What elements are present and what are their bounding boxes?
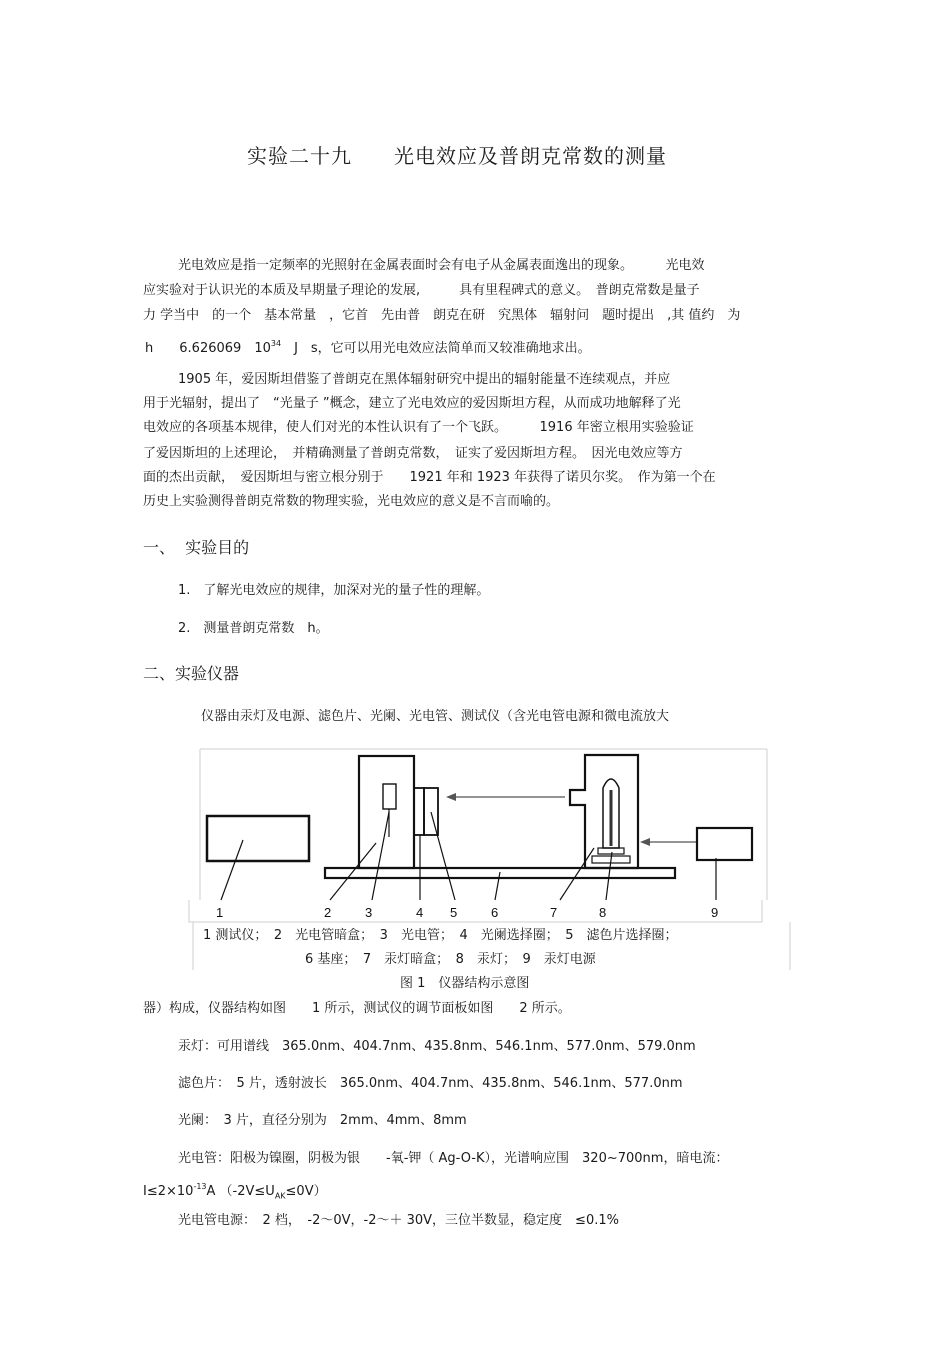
- planck-formula-line: [145, 336, 591, 357]
- dark-current-condition-end: ≤0V）: [285, 1184, 327, 1199]
- dark-current-value: I≤2×10: [143, 1184, 194, 1199]
- spec-mercury-lamp: 汞灯：可用谱线 365.0nm、404.7nm、435.8nm、546.1nm、577.0nm、579.0nm: [178, 1039, 696, 1054]
- dark-current-condition: A （-2V≤U: [206, 1184, 275, 1199]
- h-symbol: h: [145, 341, 154, 356]
- intro-p1-line4: 它可以用光电效应法简单而又较准确地求出。: [330, 341, 591, 356]
- mercury-lamp-dark-box: [570, 755, 638, 868]
- objective-item-2: 2. 测量普朗克常数 h。: [178, 621, 329, 636]
- figure-caption: 图 1 仪器结构示意图: [400, 976, 530, 991]
- figure-legend-line2: 6 基座； 7 汞灯暗盒； 8 汞灯； 9 汞灯电源: [305, 952, 596, 967]
- part-number-9: 9: [711, 905, 719, 920]
- mercury-lamp-icon: [603, 779, 619, 848]
- intro-p2-line1: 1905 年，爱因斯坦借鉴了普朗克在黑体辐射研究中提出的辐射能量不连续观点，并应: [178, 372, 671, 387]
- dark-current-exponent: -13: [193, 1182, 207, 1191]
- part-number-7: 7: [550, 905, 558, 920]
- page-title: 实验二十九 光电效应及普朗克常数的测量: [247, 144, 667, 168]
- h-exponent: 34: [270, 339, 282, 348]
- uak-subscript: AK: [274, 1191, 286, 1201]
- part-number-4: 4: [416, 905, 424, 920]
- intro-p2-line5: 面的杰出贡献， 爱因斯坦与密立根分别于 1921 年和 1923 年获得了诺贝尔奖。 作为第一个在: [143, 470, 716, 485]
- section2-heading: 二、实验仪器: [143, 664, 240, 683]
- section1-heading: 一、 实验目的: [143, 538, 250, 557]
- part-number-2: 2: [324, 905, 332, 920]
- intro-p1-line3: 力 学当中 的一个 基本常量 ，它首 先由普 朗克在研 究黑体 辐射问 题时提出 ,其 值约 为: [143, 308, 741, 323]
- intro-p1-line2: 应实验对于认识光的本质及早期量子理论的发展, 具有里程碑式的意义。 普朗克常数是量子: [143, 283, 700, 298]
- intro-p2-line6: 历史上实验测得普朗克常数的物理实验，光电效应的意义是不言而喻的。: [143, 494, 560, 509]
- intro-p2-line2: 用于光辐射，提出了 “光量子 ”概念，建立了光电效应的爱因斯坦方程，从而成功地解释了光: [143, 396, 681, 411]
- filter-ring: [424, 788, 438, 835]
- phototube-dark-box: [359, 756, 414, 868]
- intro-p1-line1: 光电效应是指一定频率的光照射在金属表面时会有电子从金属表面逸出的现象。 光电效: [178, 258, 705, 273]
- spec-phototube-line1: 光电管：阳极为镍圈，阴极为银 -氧-钾（ Ag-O-K），光谱响应围 320~700nm，暗电流：: [178, 1151, 729, 1166]
- part-numbers: [216, 905, 718, 920]
- aperture-ring: [414, 788, 424, 835]
- spec-phototube-line2: [143, 1179, 327, 1205]
- intro-p2-line3: 电效应的各项基本规律，使人们对光的本性认识有了一个飞跃。 1916 年密立根用实验验证: [143, 420, 694, 435]
- h-value: 6.626069: [179, 341, 242, 356]
- tester-box: [207, 816, 309, 861]
- intro-p2-line4: 了爱因斯坦的上述理论， 并精确测量了普朗克常数， 证实了爱因斯坦方程。 因光电效应等方: [143, 446, 683, 461]
- h-ten: 10: [254, 341, 271, 356]
- spec-filters: 滤色片： 5 片，透射波长 365.0nm、404.7nm、435.8nm、546.1nm、577.0nm: [178, 1076, 683, 1091]
- h-unit: J s，: [294, 341, 331, 356]
- objective-item-1: 1. 了解光电效应的规律，加深对光的量子性的理解。: [178, 583, 490, 598]
- part-number-5: 5: [450, 905, 458, 920]
- part-number-3: 3: [365, 905, 373, 920]
- continuation-line: 器）构成，仪器结构如图 1 所示，测试仪的调节面板如图 2 所示。: [143, 1001, 571, 1016]
- spec-power-supply: 光电管电源： 2 档， -2～0V，-2～＋ 30V，三位半数显，稳定度 ≤0.1%: [178, 1213, 619, 1228]
- part-number-8: 8: [599, 905, 607, 920]
- figure-legend-line1: 1 测试仪； 2 光电管暗盒； 3 光电管； 4 光阑选择圈； 5 滤色片选择圈；: [203, 928, 678, 943]
- part-number-1: 1: [216, 905, 224, 920]
- lamp-power-box: [697, 828, 752, 860]
- spec-apertures: 光阑： 3 片，直径分别为 2mm、4mm、8mm: [178, 1113, 467, 1128]
- phototube-icon: [383, 784, 396, 809]
- part-number-6: 6: [491, 905, 499, 920]
- section2-intro: 仪器由汞灯及电源、滤色片、光阑、光电管、测试仪（含光电管电源和微电流放大: [201, 709, 670, 724]
- leader-lines: [221, 812, 716, 900]
- base-plate: [325, 868, 675, 878]
